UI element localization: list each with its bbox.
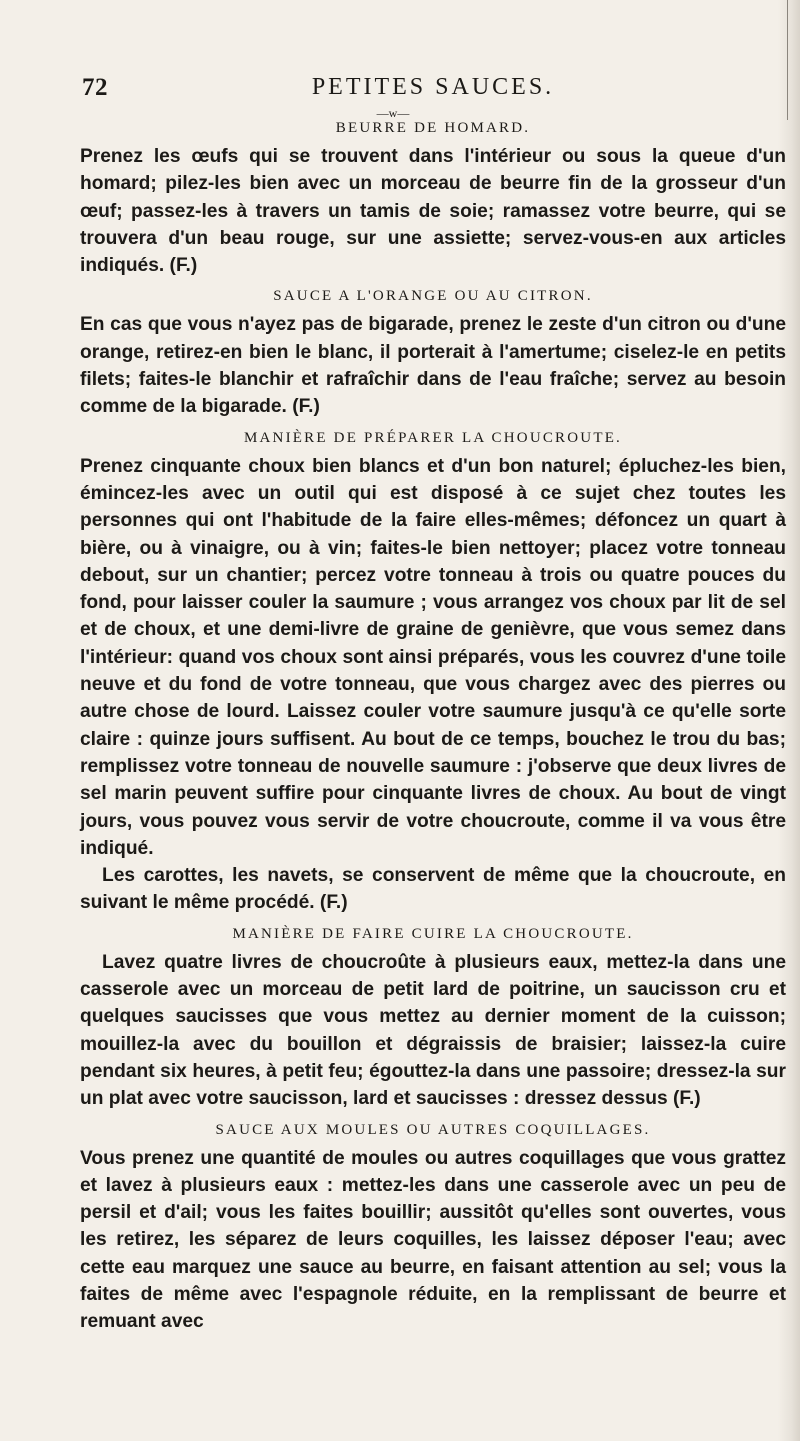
page-number: 72 (82, 74, 108, 101)
ornament: —w— (376, 106, 410, 120)
section-heading-preparer-choucroute: MANIÈRE DE PRÉPARER LA CHOUCROUTE. (243, 429, 623, 446)
section-text-preparer-choucroute: Prenez cinquante choux bien blancs et d'un bon naturel; épluchez-les bien, émincez-les avec un outil qui est disposé à ce sujet chez toutes les personnes qui ont l'habitude de la faire elles-mêmes; défoncez un quart à bière, ou à vinaigre, ou à vin; faites-le bien nettoyer; placez votre tonneau debout, sur un chantier; percez votre tonneau à trois ou quatre pouces du fond, pour laisser couler la saumure ; vous arrangez vos choux par lit de sel et de choux, et une demi-livre de graine de genièvre, que vous semez dans l'intérieur: quand vos choux sont ainsi préparés, vous les couvrez d'une toile neuve et du fond de votre tonneau, que vous chargez avec des pierres ou autre chose de lourd. Laissez couler votre saumure jusqu'à ce qu'elle sorte claire : quinze jours suffisent. Au bout de ce temps, bouchez le trou du bas; remplissez votre tonneau de nouvelle saumure : j'observe que deux livres de sel marin peuvent suffire pour cinquante livres de choux. Au bout de vingt jours, vous pouvez vous servir de votre choucroute, comme il va vous être indiqué. (80, 455, 786, 859)
section-heading-sauce-orange: SAUCE A L'ORANGE OU AU CITRON. (273, 288, 593, 305)
running-title: PETITES SAUCES. (311, 74, 555, 100)
page-edge-line (787, 0, 788, 120)
section-heading-beurre-de-homard: BEURRE DE HOMARD. (335, 120, 531, 136)
section-text-cuire-choucroute: Lavez quatre livres de choucroûte à plusieurs eaux, mettez-la dans une casserole avec un morceau de petit lard de poitrine, un saucisson cru et quelques saucisses que vous mettez au dernier moment de la cuisson; mouillez-la avec du bouillon et dégraissis de braisier; laissez-la cuire pendant six heures, à petit feu; égouttez-la dans une passoire; dressez-la sur un plat avec votre saucisson, lard et saucisses : dressez dessus (F.) (80, 951, 786, 1110)
section-heading-cuire-choucroute: MANIÈRE DE FAIRE CUIRE LA CHOUCROUTE. (232, 925, 634, 942)
section-text-sauce-orange: En cas que vous n'ayez pas de bigarade, prenez le zeste d'un citron ou d'une orange, retirez-en bien le blanc, il porterait à l'amertume; ciselez-le en petits filets; faites-le blanchir et rafraîchir dans de l'eau fraîche; servez au besoin comme de la bigarade. (F.) (80, 314, 786, 418)
page-content (80, 74, 786, 1336)
section-heading-sauce-moules: SAUCE AUX MOULES OU AUTRES COQUILLAGES. (215, 1121, 651, 1138)
section-text-preparer-choucroute-2: Les carottes, les navets, se conservent de même que la choucroute, en suivant le même procédé. (F.) (80, 865, 786, 914)
section-text-beurre-de-homard: Prenez les œufs qui se trouvent dans l'intérieur ou sous la queue d'un homard; pilez-les bien avec un morceau de beurre fin de la grosseur d'un œuf; passez-les à travers un tamis de soie; ramassez votre beurre, qui se trouvera d'un beau rouge, sur une assiette; servez-vous-en aux articles indiqués. (F.) (80, 146, 786, 277)
section-text-sauce-moules: Vous prenez une quantité de moules ou autres coquillages que vous grattez et lavez à plusieurs eaux : mettez-les dans une casserole avec un peu de persil et d'ail; vous les faites bouillir; aussitôt qu'elles sont ouvertes, vous les retirez, les séparez de leurs coquilles, les laissez déposer l'eau; avec cette eau marquez une sauce au beurre, en faisant attention au sel; vous la faites de même avec l'espagnole réduite, en la remplissant de beurre et remuant avec (80, 1147, 786, 1333)
running-head (80, 74, 786, 108)
